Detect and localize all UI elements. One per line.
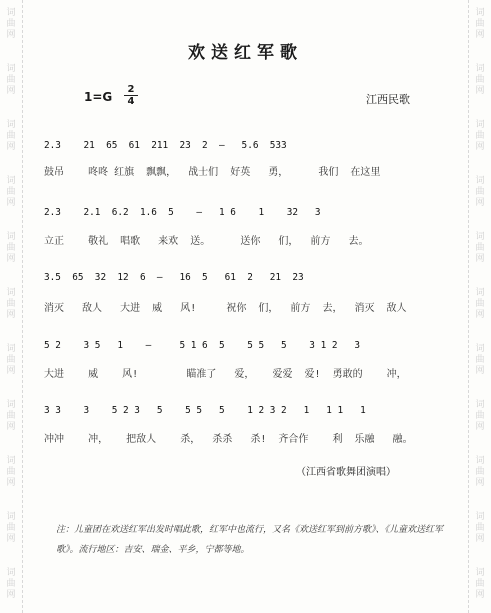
watermark-char: 网 xyxy=(475,366,485,376)
watermark-char: 词 xyxy=(6,8,16,18)
watermark-char: 网 xyxy=(6,86,16,96)
watermark-char: 网 xyxy=(475,198,485,208)
watermark-char: 曲 xyxy=(6,579,16,589)
watermark-char: 词 xyxy=(6,64,16,74)
watermark-char: 曲 xyxy=(475,19,485,29)
watermark-char: 曲 xyxy=(6,467,16,477)
watermark-char: 词 xyxy=(475,120,485,130)
watermark-mark xyxy=(469,344,491,377)
watermark-mark xyxy=(469,232,491,265)
watermark-char: 曲 xyxy=(6,19,16,29)
watermark-mark xyxy=(469,512,491,545)
watermark-char: 曲 xyxy=(475,75,485,85)
watermark-char: 曲 xyxy=(475,467,485,477)
watermark-char: 词 xyxy=(475,8,485,18)
watermark-char: 曲 xyxy=(6,131,16,141)
watermark-char: 词 xyxy=(475,344,485,354)
watermark-char: 词 xyxy=(475,400,485,410)
watermark-mark xyxy=(0,176,22,209)
watermark-mark xyxy=(469,64,491,97)
watermark-char: 曲 xyxy=(475,243,485,253)
watermark-char: 曲 xyxy=(475,411,485,421)
watermark-char: 曲 xyxy=(475,299,485,309)
key-signature: 1=G xyxy=(84,90,113,104)
watermark-char: 词 xyxy=(475,456,485,466)
watermark-mark xyxy=(469,176,491,209)
watermark-char: 曲 xyxy=(475,523,485,533)
watermark-char: 网 xyxy=(475,534,485,544)
watermark-char: 曲 xyxy=(475,131,485,141)
notation-line-3: 3.5 65 32 12 6 — 16 5 61 2 21 23 xyxy=(44,272,304,283)
watermark-mark xyxy=(0,456,22,489)
watermark-char: 词 xyxy=(475,64,485,74)
watermark-char: 词 xyxy=(6,400,16,410)
lyric-line-4: 大进 威 风! 瞄准了 爱， 爱爱 爱! 勇敢的 冲， xyxy=(44,369,407,380)
watermark-char: 网 xyxy=(6,198,16,208)
watermark-char: 词 xyxy=(6,176,16,186)
notation-line-2: 2.3 2.1 6.2 1.6 5 — 1 6 1 32 3 xyxy=(44,207,321,218)
watermark-char: 网 xyxy=(6,142,16,152)
watermark-mark xyxy=(0,400,22,433)
notation-line-5: 3 3 3 5 2 3 5 5 5 5 1 2 3 2 1 1 1 1 xyxy=(44,405,366,416)
watermark-mark xyxy=(0,8,22,41)
watermark-mark xyxy=(469,400,491,433)
watermark-mark xyxy=(0,344,22,377)
watermark-char: 曲 xyxy=(6,75,16,85)
watermark-mark xyxy=(0,512,22,545)
song-title: 欢送红军歌 xyxy=(188,43,303,63)
lyric-line-2: 立正 敬礼 唱歌 来欢 送。 送你 们， 前方 去。 xyxy=(44,236,369,247)
watermark-char: 词 xyxy=(6,288,16,298)
song-origin: 江西民歌 xyxy=(366,93,410,106)
watermark-mark xyxy=(469,288,491,321)
watermark-char: 曲 xyxy=(6,187,16,197)
watermark-char: 曲 xyxy=(475,187,485,197)
watermark-char: 网 xyxy=(475,142,485,152)
watermark-char: 网 xyxy=(6,534,16,544)
watermark-char: 词 xyxy=(475,288,485,298)
watermark-char: 词 xyxy=(6,120,16,130)
notation-line-4: 5 2 3 5 1 — 5 1 6 5 5 5 5 3 1 2 3 xyxy=(44,340,361,351)
watermark-char: 网 xyxy=(6,310,16,320)
watermark-char: 网 xyxy=(475,422,485,432)
watermark-char: 网 xyxy=(6,422,16,432)
watermark-char: 词 xyxy=(6,344,16,354)
watermark-char: 网 xyxy=(6,590,16,600)
watermark-char: 词 xyxy=(6,568,16,578)
time-signature-top: 2 xyxy=(124,84,138,96)
watermark-char: 网 xyxy=(475,254,485,264)
watermark-char: 曲 xyxy=(475,355,485,365)
footnote: 注：儿童团在欢送红军出发时唱此歌，红军中也流行，又名《欢送红军到前方歌》、《儿童欢送红军歌》。流行地区：吉安、瑞金、平乡，宁都等地。 xyxy=(56,525,444,555)
watermark-char: 曲 xyxy=(6,411,16,421)
watermark-char: 词 xyxy=(475,512,485,522)
watermark-mark xyxy=(469,456,491,489)
watermark-char: 词 xyxy=(475,568,485,578)
watermark-char: 网 xyxy=(6,366,16,376)
watermark-mark xyxy=(0,64,22,97)
watermark-mark xyxy=(0,120,22,153)
watermark-char: 词 xyxy=(6,512,16,522)
watermark-char: 网 xyxy=(475,590,485,600)
watermark-mark xyxy=(469,120,491,153)
watermark-char: 曲 xyxy=(6,355,16,365)
watermark-char: 网 xyxy=(475,86,485,96)
watermark-char: 网 xyxy=(475,30,485,40)
watermark-char: 网 xyxy=(6,478,16,488)
watermark-char: 曲 xyxy=(6,243,16,253)
watermark-char: 曲 xyxy=(6,299,16,309)
watermark-char: 词 xyxy=(475,176,485,186)
performer-credit: （江西省歌舞团演唱） xyxy=(296,467,396,478)
notation-line-1: 2.3 21 65 61 211 23 2 — 5.6 533 xyxy=(44,140,287,151)
watermark-mark xyxy=(469,8,491,41)
watermark-char: 词 xyxy=(475,232,485,242)
watermark-char: 网 xyxy=(475,310,485,320)
watermark-char: 网 xyxy=(6,254,16,264)
watermark-mark xyxy=(0,288,22,321)
watermark-char: 词 xyxy=(6,232,16,242)
time-signature xyxy=(124,84,138,107)
lyric-line-5: 冲冲 冲， 把敌人 杀， 杀杀 杀! 齐合作 利 乐融 融。 xyxy=(44,434,413,445)
watermark-char: 曲 xyxy=(475,579,485,589)
watermark-char: 曲 xyxy=(6,523,16,533)
watermark-char: 网 xyxy=(475,478,485,488)
watermark-mark xyxy=(0,232,22,265)
lyric-line-1: 鼓吊 咚咚 红旗 飘飘， 战士们 好英 勇， 我们 在这里 xyxy=(44,167,381,178)
watermark-mark xyxy=(469,568,491,601)
watermark-char: 词 xyxy=(6,456,16,466)
time-signature-bottom: 4 xyxy=(127,96,135,107)
lyric-line-3: 消灭 敌人 大进 威 风! 祝你 们， 前方 去， 消灭 敌人 xyxy=(44,303,407,314)
watermark-mark xyxy=(0,568,22,601)
watermark-char: 网 xyxy=(6,30,16,40)
